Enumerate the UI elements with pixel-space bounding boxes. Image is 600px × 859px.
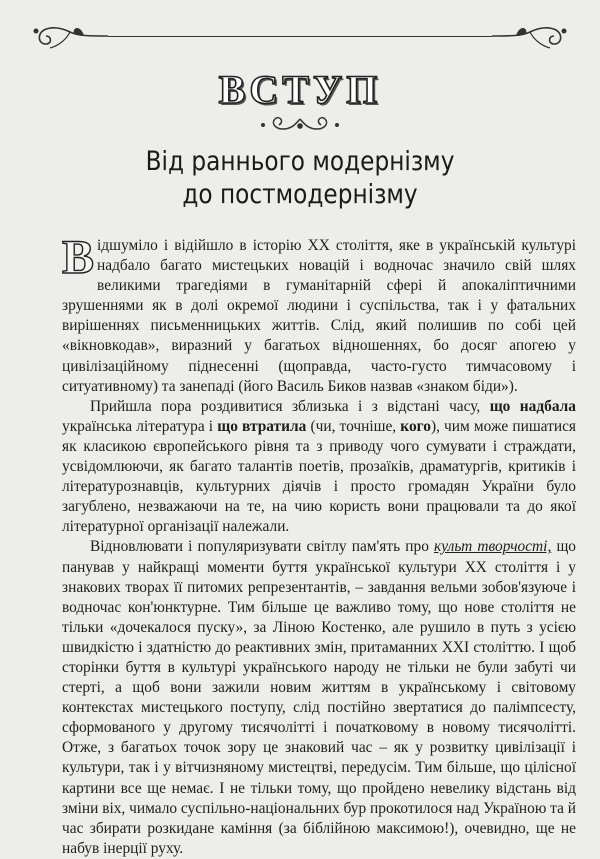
p2-text-d: (чи, точніше, — [306, 417, 401, 435]
p3-text-b: що панував у найкращі моменти буття української культури XX століття і у знакових творах її питомих репрезентантів, – завдання вельми зобов'язуюче і водночас кон'юнктурне. Тим більше це важливо тому, що нове століття не тільки «дочекалося пуску», за Ліною Костенко, але рушило в путь з усією швидкістю і здатністю до реактивних змін, притаманних XXI століттю. І щоб сторінки буття в культурі українського народу не тільки не були забуті чи стерті, а щоб вони зажили новим життям в українському і світовому контекстах мистецького поступу, слід постійно звертатися до палімпсесту, сформованого у другому тисячолітті і початковому в новому тисячолітті. Отже, з багатьох точок зору це знаковий час – як у розвитку цивілізації і культури, так і у вітчизняному мистецтві, передусім. Тим більше, що цілісної картини все ще немає. І не тільки тому, що пройдено невелику відстань від зміни віх, чимало суспільно-національних бур прокотилося над Україною та й час збирати розкидане каміння (за біблійною максимою!), очевидно, ще не набув інерції руху. — [62, 538, 576, 857]
paragraph-2 — [62, 397, 576, 538]
subtitle-line-2: до постмодернізму — [182, 179, 418, 210]
p3-text-a: Відновлювати і популяризувати світлу пам'ять про — [90, 538, 435, 556]
body-text — [62, 231, 576, 859]
p2-bold-3: кого — [400, 417, 431, 435]
top-left-ornament-icon — [30, 22, 110, 52]
chapter-subtitle — [42, 145, 558, 211]
drop-cap: В — [62, 231, 95, 284]
p2-bold-2: що втратила — [217, 417, 307, 435]
p2-bold-1: що надбала — [489, 397, 576, 415]
p3-highlight: культ творчості, — [434, 538, 552, 556]
center-ornament-icon — [255, 113, 345, 135]
paragraph-1-text: ідшуміло і відійшло в історію XX століття, яке в українській культурі надбало багато мистецьких новацій і водночас значило свій шлях великими трагедіями в гуманітарній сфері й апокаліптичними зрушеннями як в долі окремої людини і суспільства, так і у фатальних вирішеннях письменницьких життів. Слід, який полишив по собі цей «вікновкодав», виразний у багатьох відношеннях, бо досяг апогею у цивілізаційному піднесенні (щоправда, часто-густо тимчасовому і ситуативному) та занепаді (його Василь Биков назвав «знаком біди»). — [62, 237, 576, 395]
paragraph-3 — [62, 537, 576, 859]
chapter-heading: ВСТУП — [218, 67, 382, 112]
subtitle-line-1: Від раннього модернізму — [145, 146, 455, 177]
p2-text-c: українська література і — [62, 417, 218, 435]
paragraph-1 — [62, 231, 576, 397]
p2-text-e: ), чим може пишатися як класикою європейського рівня та з приводу чого сумувати і страждати, усвідомлюючи, як багато талантів поетів, прозаїків, драматургів, критиків і літературознавців, культурних діячів і просто громадян України було загублено, незважаючи на те, на чию користь вони працювали та до якої літературної організації належали. — [62, 417, 576, 536]
top-rule — [108, 36, 492, 37]
p2-text-a: Прийшла пора роздивитися зблизька і з відстані часу, — [90, 397, 490, 415]
top-right-ornament-icon — [490, 22, 570, 52]
